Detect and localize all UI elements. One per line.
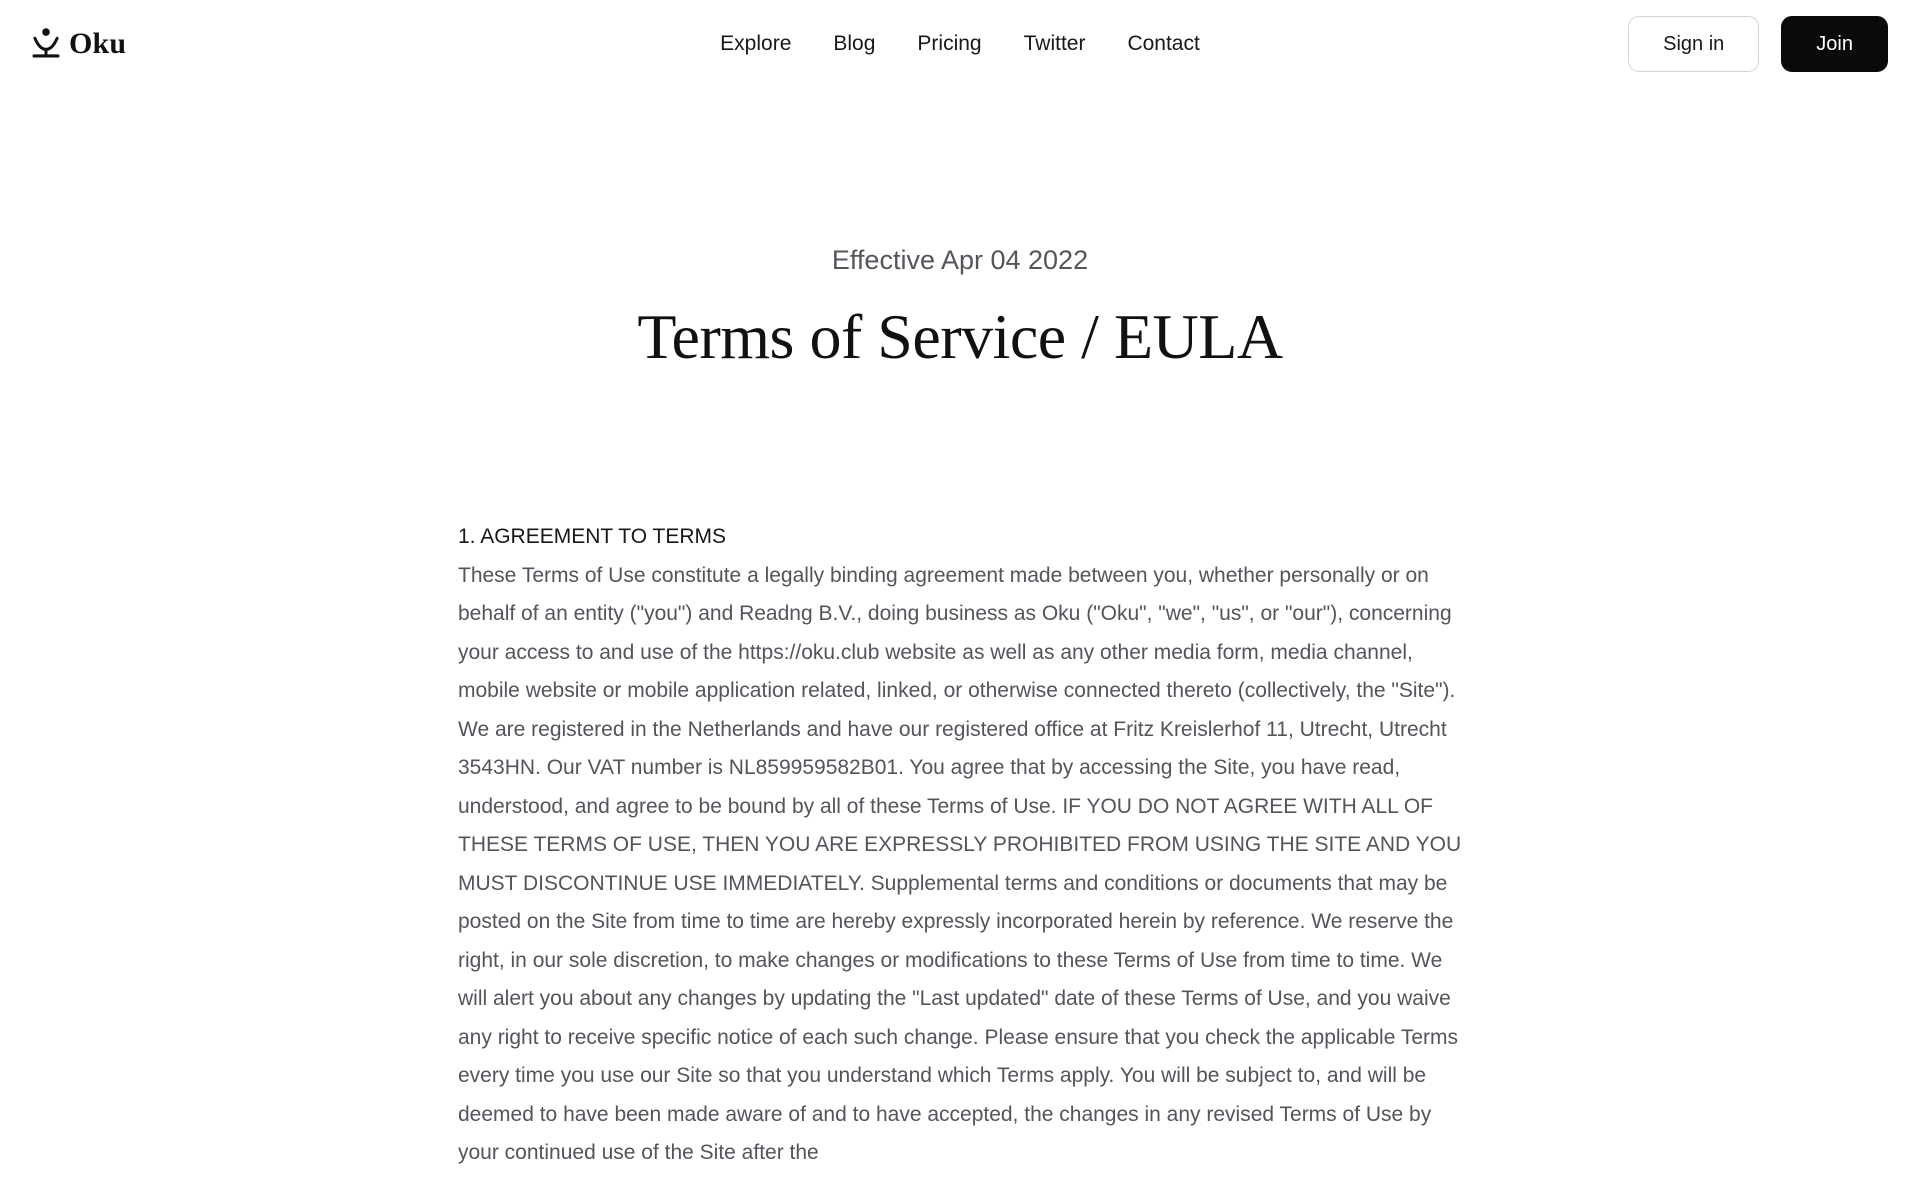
site-header — [0, 0, 1920, 88]
terms-content — [458, 518, 1462, 1173]
join-button[interactable]: Join — [1781, 16, 1888, 72]
sign-in-button[interactable]: Sign in — [1628, 16, 1759, 72]
logo-wordmark: Oku — [69, 27, 127, 60]
auth-buttons — [1628, 16, 1888, 72]
nav-link-explore[interactable]: Explore — [720, 32, 792, 55]
effective-date: Effective Apr 04 2022 — [831, 245, 1089, 275]
oku-logo[interactable] — [32, 27, 126, 61]
page-title: Terms of Service / EULA — [637, 301, 1283, 372]
nav-link-pricing[interactable]: Pricing — [917, 32, 982, 55]
terms-page — [0, 243, 1920, 1173]
section-body-agreement-to-terms: These Terms of Use constitute a legally binding agreement made between you, whether personally or on behalf of an entity ("you") and Readng B.V., doing business as Oku ("Oku", "we", "us", or "our"), concerning your access to and use of the https://oku.club website as well as any other media form, media channel, mobile website or mobile application related, linked, or otherwise connected thereto (collectively, the "Site"). We are registered in the Netherlands and have our registered office at Fritz Kreislerhof 11, Utrecht, Utrecht 3543HN. Our VAT number is NL859959582B01. You agree that by accessing the Site, you have read, understood, and agree to be bound by all of these Terms of Use. IF YOU DO NOT AGREE WITH ALL OF THESE TERMS OF USE, THEN YOU ARE EXPRESSLY PROHIBITED FROM USING THE SITE AND YOU MUST DISCONTINUE USE IMMEDIATELY. Supplemental terms and conditions or documents that may be posted on the Site from time to time are hereby expressly incorporated herein by reference. We reserve the right, in our sole discretion, to make changes or modifications to these Terms of Use from time to time. We will alert you about any changes by updating the "Last updated" date of these Terms of Use, and you waive any right to receive specific notice of each such change. Please ensure that you check the applicable Terms every time you use our Site so that you understand which Terms apply. You will be subject to, and will be deemed to have been made aware of and to have accepted, the changes in any revised Terms of Use by your continued use of the Site after the — [458, 563, 1462, 1164]
nav-link-contact[interactable]: Contact — [1127, 32, 1200, 55]
oku-logo-icon — [32, 27, 60, 61]
nav-link-blog[interactable]: Blog — [833, 32, 876, 55]
main-nav — [720, 32, 1200, 56]
nav-link-twitter[interactable]: Twitter — [1023, 32, 1086, 55]
section-heading-agreement-to-terms: 1. AGREEMENT TO TERMS — [458, 525, 727, 548]
